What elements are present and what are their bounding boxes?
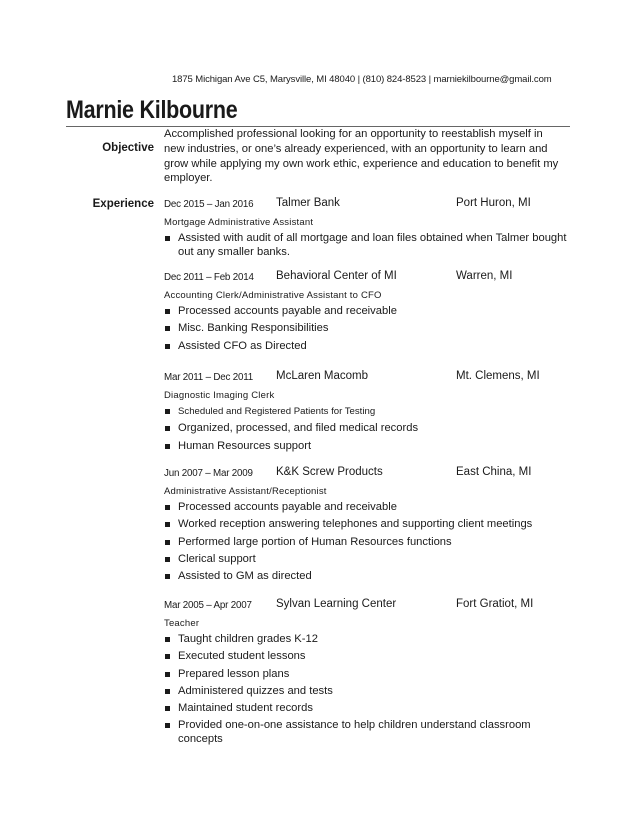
job-location: East China, MI — [456, 466, 532, 478]
list-item — [164, 422, 574, 436]
bullet-text: Prepared lesson plans — [178, 667, 290, 680]
bullet-square-icon — [165, 326, 170, 331]
contact-line: 1875 Michigan Ave C5, Marysville, MI 48040 | (810) 824-8523 | marniekilbourne@gmail.com — [172, 74, 552, 85]
bullet-square-icon — [165, 637, 170, 642]
bullet-text: Assisted CFO as Directed — [178, 339, 307, 352]
job-title: Mortgage Administrative Assistant — [164, 217, 314, 228]
list-item — [164, 650, 574, 664]
bullet-text: Human Resources support — [178, 439, 312, 452]
bullet-text: Processed accounts payable and receivable — [178, 501, 397, 513]
job-location: Port Huron, MI — [456, 197, 531, 209]
bullet-text: Provided one-on-one assistance to help children understand classroom concepts — [178, 719, 531, 745]
job-employer: K&K Screw Products — [276, 466, 383, 478]
job-title: Administrative Assistant/Receptionist — [164, 486, 327, 497]
bullet-square-icon — [165, 409, 170, 414]
job-employer: McLaren Macomb — [276, 370, 369, 382]
job-employer: Behavioral Center of MI — [276, 270, 397, 282]
bullet-text: Performed large portion of Human Resources functions — [178, 535, 452, 548]
job-header — [164, 370, 574, 388]
list-item — [164, 501, 574, 515]
job-dates: Mar 2011 – Dec 2011 — [164, 372, 253, 383]
job-header — [164, 197, 574, 215]
bullet-square-icon — [165, 522, 170, 527]
bullet-text: Assisted with audit of all mortgage and loan files obtained when Talmer bought out any smaller banks. — [178, 232, 567, 258]
bullet-square-icon — [165, 654, 170, 659]
bullet-square-icon — [165, 557, 170, 562]
job-bullet-list — [164, 633, 574, 746]
job-dates: Dec 2015 – Jan 2016 — [164, 199, 254, 210]
job-location: Mt. Clemens, MI — [456, 370, 540, 382]
bullet-text: Maintained student records — [178, 702, 313, 715]
job-entry — [164, 270, 574, 357]
list-item — [164, 232, 574, 259]
bullet-square-icon — [165, 723, 170, 728]
list-item — [164, 668, 574, 682]
job-location: Warren, MI — [456, 270, 513, 282]
list-item — [164, 570, 574, 584]
bullet-text: Misc. Banking Responsibilities — [178, 322, 329, 335]
bullet-square-icon — [165, 344, 170, 349]
applicant-name: Marnie Kilbourne — [66, 96, 238, 124]
job-dates: Jun 2007 – Mar 2009 — [164, 468, 253, 479]
list-item — [164, 702, 574, 716]
job-header — [164, 466, 574, 484]
job-title: Diagnostic Imaging Clerk — [164, 390, 275, 401]
job-entry — [164, 466, 574, 587]
bullet-text: Taught children grades K-12 — [178, 633, 318, 645]
bullet-square-icon — [165, 426, 170, 431]
list-item — [164, 340, 574, 354]
list-item — [164, 440, 574, 454]
bullet-square-icon — [165, 689, 170, 694]
job-bullet-list — [164, 501, 574, 584]
bullet-text: Processed accounts payable and receivable — [178, 305, 397, 317]
job-header — [164, 270, 574, 288]
list-item — [164, 719, 574, 746]
job-location: Fort Gratiot, MI — [456, 598, 534, 610]
bullet-text: Scheduled and Registered Patients for Testing — [178, 406, 376, 417]
job-title: Teacher — [164, 618, 200, 629]
job-dates: Mar 2005 – Apr 2007 — [164, 600, 252, 611]
job-entry — [164, 197, 574, 263]
job-dates: Dec 2011 – Feb 2014 — [164, 272, 254, 283]
list-item — [164, 536, 574, 550]
bullet-square-icon — [165, 309, 170, 314]
job-entry — [164, 598, 574, 750]
job-employer: Talmer Bank — [276, 197, 340, 209]
list-item — [164, 518, 574, 532]
objective-text: Accomplished professional looking for an opportunity to reestablish myself in new industries, or one’s already experienced, with an opportunity to learn and grow while applying my own work ethic, experience and education to benefit my employer. — [164, 128, 559, 185]
job-title: Accounting Clerk/Administrative Assistant to CFO — [164, 290, 382, 301]
job-entry — [164, 370, 574, 457]
bullet-square-icon — [165, 540, 170, 545]
job-bullet-list — [164, 405, 574, 453]
bullet-square-icon — [165, 236, 170, 241]
bullet-text: Clerical support — [178, 552, 256, 565]
bullet-square-icon — [165, 444, 170, 449]
experience-label: Experience — [92, 198, 154, 210]
list-item — [164, 305, 574, 319]
job-header — [164, 598, 574, 616]
list-item — [164, 405, 574, 419]
bullet-text: Worked reception answering telephones and supporting client meetings — [178, 518, 533, 531]
job-bullet-list — [164, 232, 574, 259]
list-item — [164, 553, 574, 567]
list-item — [164, 633, 574, 647]
objective-label: Objective — [102, 142, 154, 154]
bullet-text: Executed student lessons — [178, 650, 306, 663]
bullet-square-icon — [165, 574, 170, 579]
job-employer: Sylvan Learning Center — [276, 598, 397, 610]
bullet-text: Administered quizzes and tests — [178, 684, 333, 697]
list-item — [164, 685, 574, 699]
bullet-square-icon — [165, 706, 170, 711]
list-item — [164, 322, 574, 336]
bullet-square-icon — [165, 505, 170, 510]
job-bullet-list — [164, 305, 574, 353]
bullet-text: Organized, processed, and filed medical records — [178, 422, 419, 435]
bullet-text: Assisted to GM as directed — [178, 570, 312, 583]
bullet-square-icon — [165, 672, 170, 677]
